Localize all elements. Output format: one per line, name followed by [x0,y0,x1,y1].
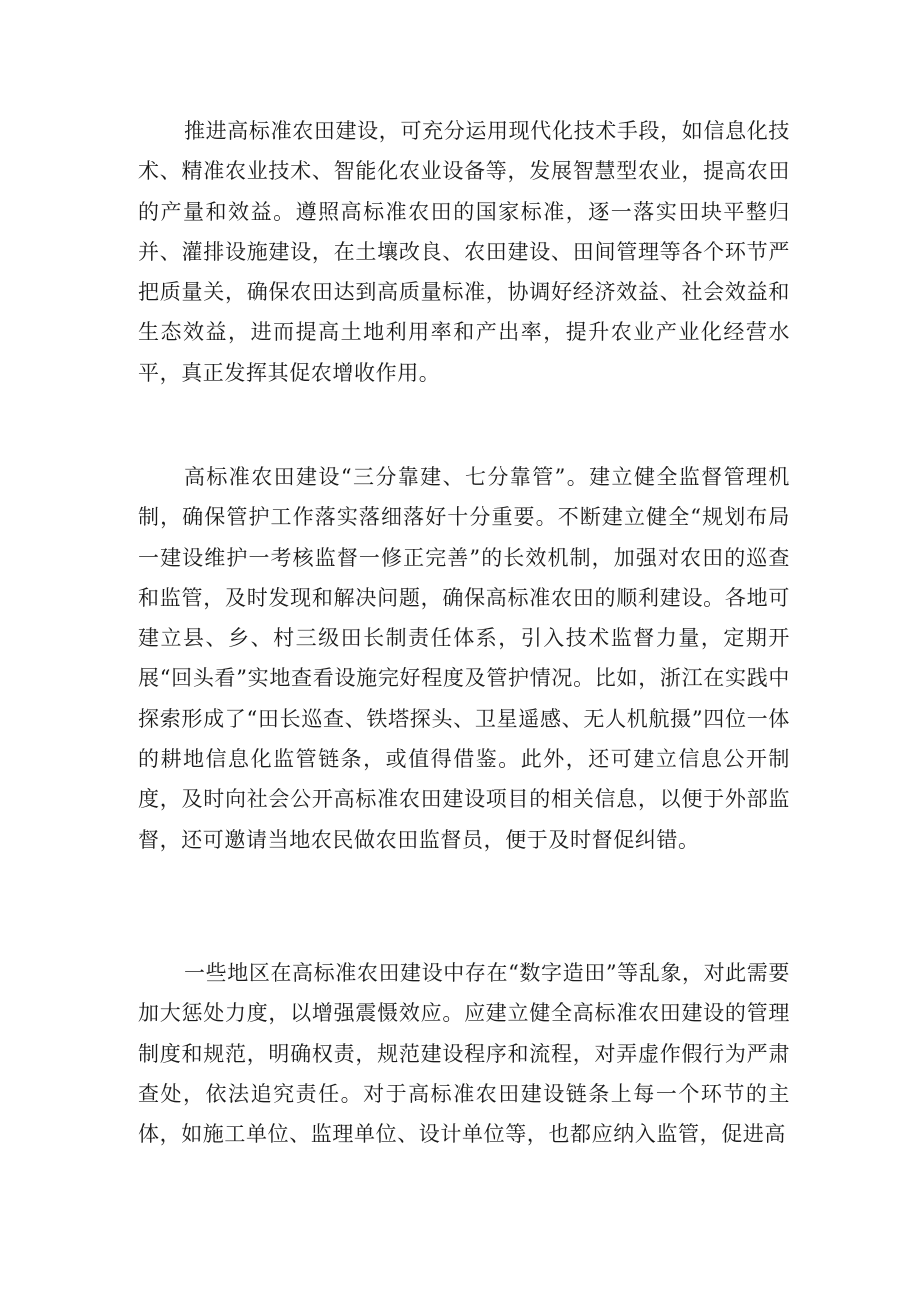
paragraph-punishment: 一些地区在高标准农田建设中存在“数字造田”等乱象，对此需要加大惩处力度，以增强震慑效应。应建立健全高标准农田建设的管理制度和规范，明确权责，规范建设程序和流程，对弄虚作假行为严肃查处，依法追究责任。对于高标准农田建设链条上每一个环节的主体，如施工单位、监理单位、设计单位等，也都应纳入监管，促进高 [138,961,790,1147]
paragraph-supervision-mechanism: 高标准农田建设“三分靠建、七分靠管”。建立健全监督管理机制，确保管护工作落实落细落好十分重要。不断建立健全“规划布局一建设维护一考核监督一修正完善”的长效机制，加强对农田的巡查和监管，及时发现和解决问题，确保高标准农田的顺利建设。各地可建立县、乡、村三级田长制责任体系，引入技术监督力量，定期开展“回头看”实地查看设施完好程度及管护情况。比如，浙江在实践中探索形成了“田长巡查、铁塔探头、卫星遥感、无人机航摄”四位一体的耕地信息化监管链条，或值得借鉴。此外，还可建立信息公开制度，及时向社会公开高标准农田建设项目的相关信息，以便于外部监督，还可邀请当地农民做农田监督员，便于及时督促纠错。 [138,465,790,852]
paragraph-modern-technology: 推进高标准农田建设，可充分运用现代化技术手段，如信息化技术、精准农业技术、智能化农业设备等，发展智慧型农业，提高农田的产量和效益。遵照高标准农田的国家标准，逐一落实田块平整归并、灌排设施建设，在土壤改良、农田建设、田间管理等各个环节严把质量关，确保农田达到高质量标准，协调好经济效益、社会效益和生态效益，进而提高土地利用率和产出率，提升农业产业化经营水平，真正发挥其促农增收作用。 [138,119,790,385]
